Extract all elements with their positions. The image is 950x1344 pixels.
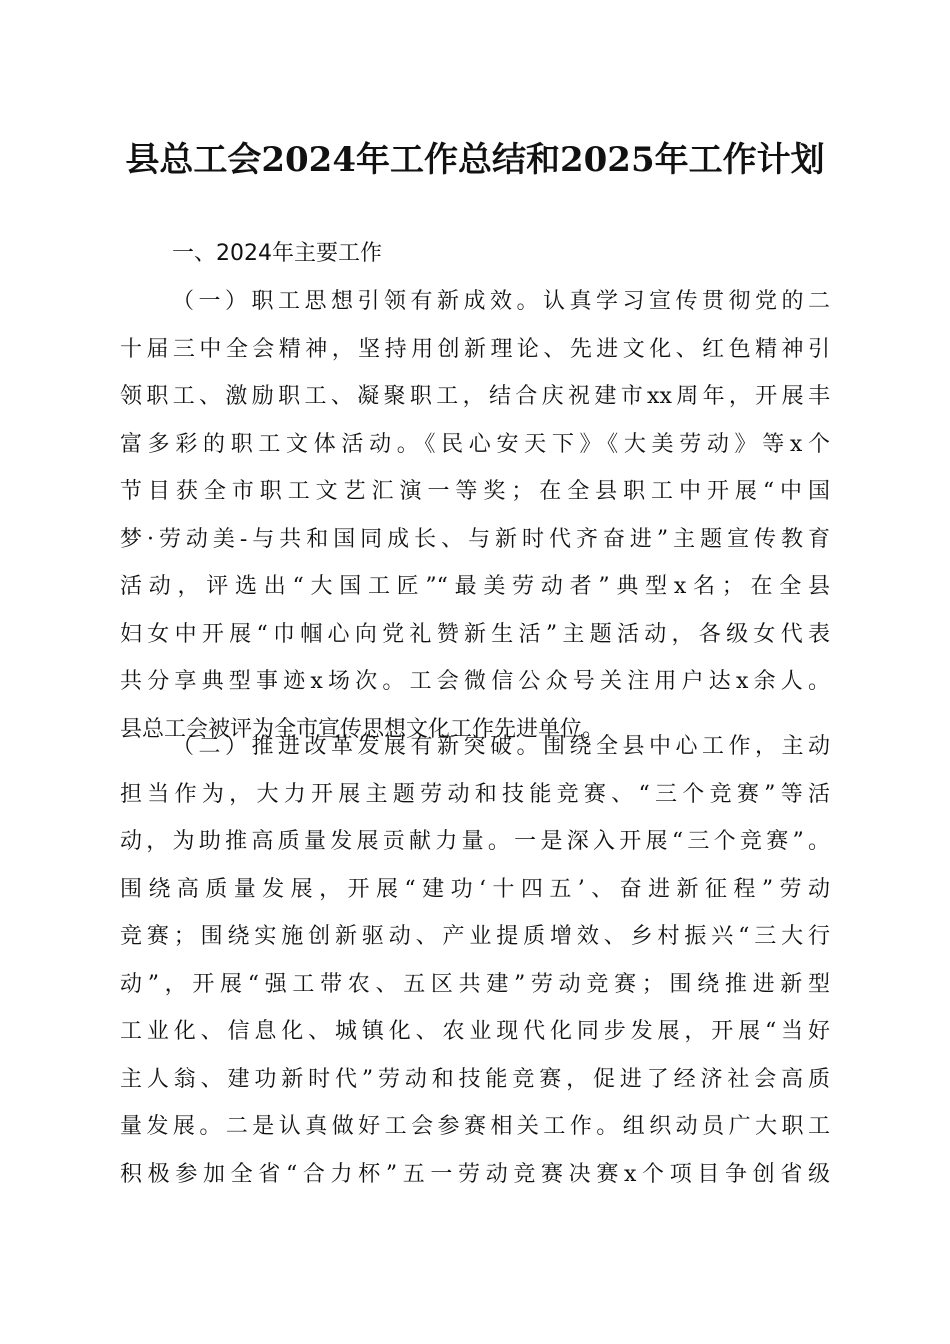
paragraph-2-line: 围绕高质量发展，开展“建功‘十四五’、奋进新征程”劳动: [120, 876, 830, 902]
paragraph-1-line: 节目获全市职工文艺汇演一等奖；在全县职工中开展“中国: [120, 479, 830, 504]
paragraph-2-line: 积极参加全省“合力杯”五一劳动竞赛决赛x个项目争创省级: [120, 1161, 830, 1187]
paragraph-1-line: 富多彩的职工文体活动。《民心安天下》《大美劳动》等x个: [120, 431, 830, 457]
paragraph-1-line: 梦·劳动美-与共和国同成长、与新时代齐奋进”主题宣传教育: [120, 526, 830, 552]
paragraph-1-line: （一）职工思想引领有新成效。认真学习宣传贯彻党的二: [172, 289, 830, 314]
paragraph-2-line: 担当作为，大力开展主题劳动和技能竞赛、“三个竞赛”等活: [120, 781, 830, 807]
paragraph-1-line: 妇女中开展“巾帼心向党礼赞新生活”主题活动，各级女代表: [120, 621, 830, 647]
paragraph-2-line: 量发展。二是认真做好工会参赛相关工作。组织动员广大职工: [120, 1114, 830, 1139]
paragraph-2-line: （二）推进改革发展有新突破。围绕全县中心工作，主动: [172, 734, 830, 759]
section-heading: 一、2024年主要工作: [172, 241, 382, 266]
paragraph-2: [120, 723, 830, 1198]
paragraph-2-line: 竞赛；围绕实施创新驱动、产业提质增效、乡村振兴“三大行: [120, 924, 830, 949]
paragraph-1-line: 县总工会被评为全市宣传思想文化工作先进单位。: [120, 716, 605, 742]
paragraph-1-line: 共分享典型事迹x场次。工会微信公众号关注用户达x余人。: [120, 669, 830, 694]
document-title: 县总工会2024年工作总结和2025年工作计划: [125, 140, 825, 180]
paragraph-2-line: 动”，开展“强工带农、五区共建”劳动竞赛；围绕推进新型: [120, 971, 830, 997]
paragraph-1: [120, 278, 830, 753]
paragraph-1-line: 领职工、激励职工、凝聚职工，结合庆祝建市xx周年，开展丰: [120, 384, 830, 409]
paragraph-1-line: 十届三中全会精神，坚持用创新理论、先进文化、红色精神引: [120, 336, 830, 362]
paragraph-2-line: 主人翁、建功新时代”劳动和技能竞赛，促进了经济社会高质: [120, 1066, 830, 1092]
paragraph-1-line: 活动，评选出“大国工匠”“最美劳动者”典型x名；在全县: [120, 574, 830, 599]
paragraph-2-line: 动，为助推高质量发展贡献力量。一是深入开展“三个竞赛”。: [120, 829, 830, 854]
paragraph-2-line: 工业化、信息化、城镇化、农业现代化同步发展，开展“当好: [120, 1019, 830, 1044]
